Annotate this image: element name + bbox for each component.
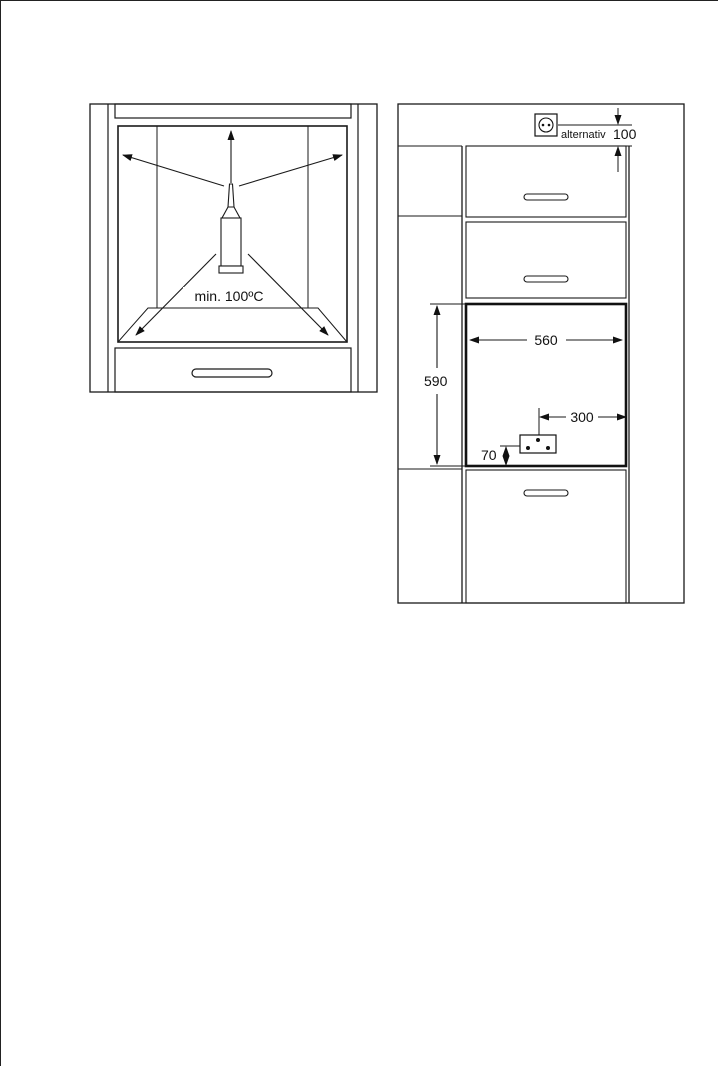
upper-drawer-1-handle bbox=[524, 194, 568, 200]
socket-icon bbox=[520, 435, 556, 453]
top-shelf bbox=[115, 104, 351, 118]
upper-drawer-2-handle bbox=[524, 276, 568, 282]
dim-height-label: 590 bbox=[424, 373, 448, 389]
sealant-cartridge-icon bbox=[219, 184, 243, 273]
alternative-label: alternativ bbox=[561, 129, 606, 141]
lower-drawer-handle bbox=[192, 369, 272, 377]
dim-width-label: 560 bbox=[534, 332, 558, 348]
right-figure-installation-dimensions bbox=[398, 104, 684, 603]
dim-top-label: 100 bbox=[613, 126, 637, 142]
arrow-up-right bbox=[239, 155, 342, 186]
arrow-up-left bbox=[123, 155, 224, 186]
right-figure-frame bbox=[398, 104, 684, 603]
left-figure-sealant-heat-resistance bbox=[90, 104, 377, 392]
dim-socket-offset-label: 300 bbox=[570, 409, 594, 425]
temperature-label: min. 100ºC bbox=[194, 288, 264, 304]
dim-socket-height-label: 70 bbox=[481, 447, 497, 463]
niche-floor bbox=[118, 308, 347, 342]
lower-cabinet-handle bbox=[524, 490, 568, 496]
lower-drawer bbox=[115, 348, 351, 392]
alternative-socket-icon bbox=[535, 114, 557, 136]
upper-drawer-2 bbox=[466, 222, 626, 298]
upper-drawer-1 bbox=[466, 146, 626, 217]
